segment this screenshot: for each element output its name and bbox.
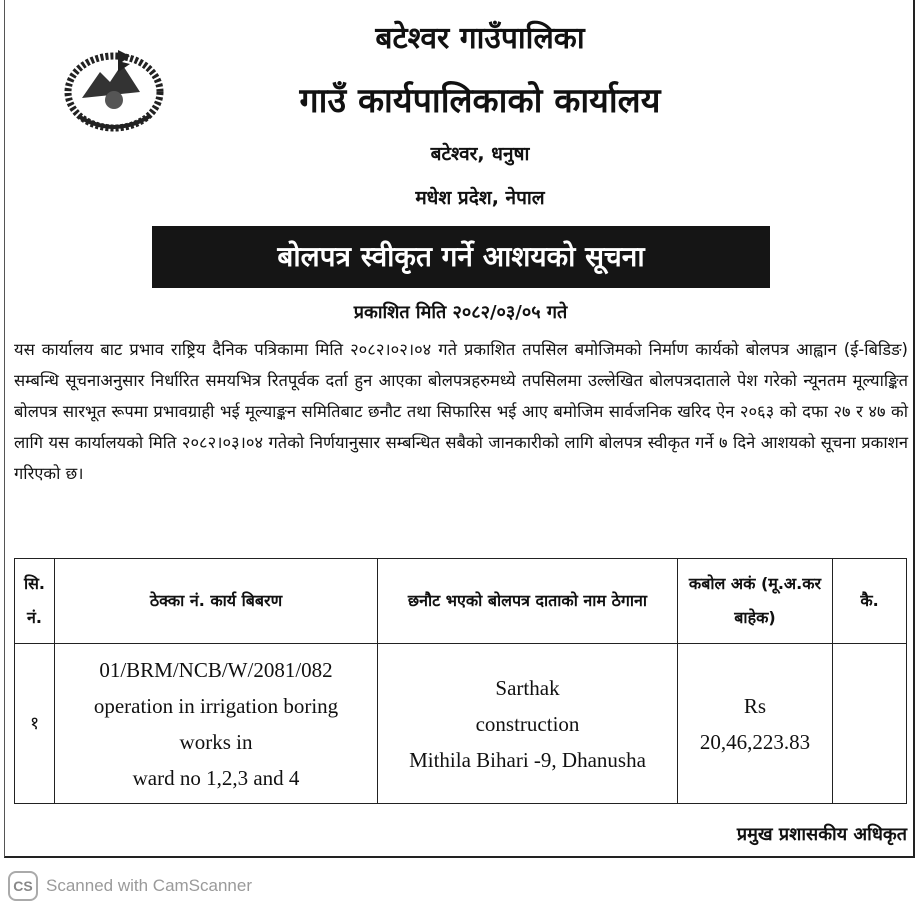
table-header-row bbox=[15, 559, 907, 644]
camscanner-logo-icon: CS bbox=[8, 871, 38, 901]
notice-body: यस कार्यालय बाट प्रभाव राष्ट्रिय दैनिक पत्रिकामा मिति २०८२।०२।०४ गते प्रकाशित तपसिल बमोजिमको निर्माण कार्यको बोलपत्र आह्वान (ई-बिडिङ) सम्बन्धि सूचनाअनुसार निर्धारित समयभित्र रितपूर्वक दर्ता हुन आएका बोलपत्रहरुमध्ये तपसिलमा उल्लेखित बोलपत्रदाताले पेश गरेको न्यूनतम मूल्याङ्कित बोलपत्र सारभूत रूपमा प्रभावग्राही भई मूल्याङ्कन समितिबाट छनौट तथा सिफारिस भई आए बमोजिम सार्वजनिक खरिद ऐन २०६३ को दफा २७ र ४७ को लागि यस कार्यालयको मिति २०८२।०३।०४ गतेको निर्णयानुसार सम्बन्धित सबैको जानकारीको लागि बोलपत्र स्वीकृत गर्ने ७ दिने आशयको सूचना प्रकाशन गरिएको छ। bbox=[14, 340, 908, 483]
amount-value: 20,46,223.83 bbox=[699, 729, 811, 754]
published-date: प्रकाशित मिति २०८२/०३/०५ गते bbox=[353, 302, 568, 323]
bidder-name-line1: Sarthak bbox=[495, 675, 560, 700]
office-address: बटेश्वर, धनुषा bbox=[430, 143, 530, 165]
cell-sn: १ bbox=[15, 644, 55, 804]
header-remarks: कै. bbox=[833, 559, 907, 644]
header-amount: कबोल अकं (मू.अ.कर बाहेक) bbox=[678, 559, 833, 644]
office-province: मधेश प्रदेश, नेपाल bbox=[415, 187, 545, 209]
header-contract: ठेक्का नं. कार्य बिबरण bbox=[55, 559, 378, 644]
work-description-line2: works in bbox=[179, 729, 253, 754]
header-bidder: छनौट भएको बोलपत्र दाताको नाम ठेगाना bbox=[378, 559, 678, 644]
work-description-line1: operation in irrigation boring bbox=[93, 693, 339, 718]
contract-number: 01/BRM/NCB/W/2081/082 bbox=[99, 657, 333, 682]
office-subtitle: गाउँ कार्यपालिकाको कार्यालय bbox=[299, 81, 661, 121]
bidder-name-line2: construction bbox=[475, 711, 580, 736]
amount-currency: Rs bbox=[743, 693, 767, 718]
award-table bbox=[14, 558, 907, 804]
header-sn: सि. नं. bbox=[15, 559, 55, 644]
cell-bidder bbox=[378, 644, 678, 804]
cell-contract bbox=[55, 644, 378, 804]
notice-title: बोलपत्र स्वीकृत गर्ने आशयको सूचना bbox=[152, 226, 770, 288]
signatory-title: प्रमुख प्रशासकीय अधिकृत bbox=[736, 824, 907, 845]
cell-amount bbox=[678, 644, 833, 804]
table-row bbox=[15, 644, 907, 804]
bidder-address: Mithila Bihari -9, Dhanusha bbox=[409, 747, 646, 772]
work-description-line3: ward no 1,2,3 and 4 bbox=[132, 765, 300, 790]
cell-remarks bbox=[833, 644, 907, 804]
office-name: बटेश्वर गाउँपालिका bbox=[375, 21, 585, 56]
scanner-text: Scanned with CamScanner bbox=[46, 876, 253, 895]
nepal-emblem-icon bbox=[60, 42, 168, 134]
scanner-footer bbox=[8, 870, 252, 902]
